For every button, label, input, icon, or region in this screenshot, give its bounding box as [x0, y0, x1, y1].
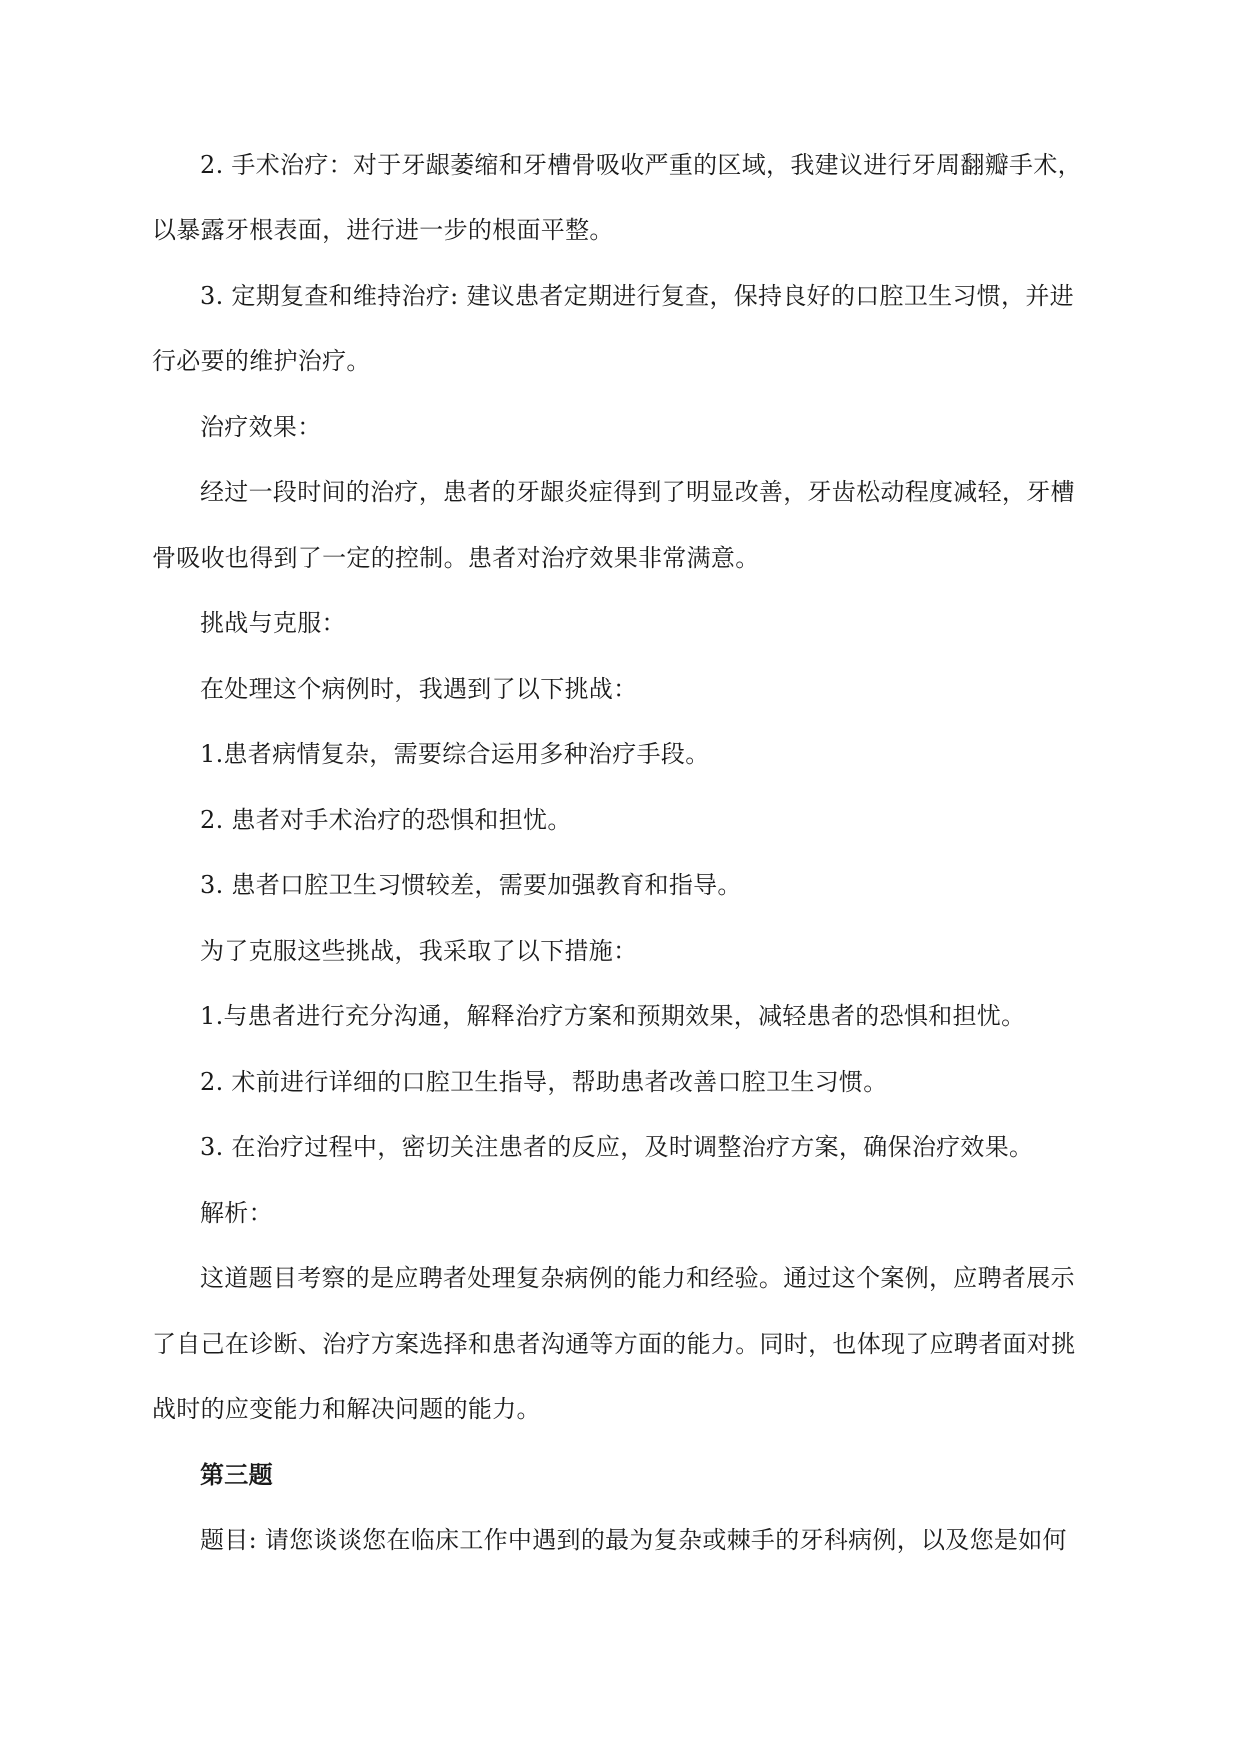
section-heading: 第三题: [200, 1460, 273, 1489]
paragraph-line: 在处理这个病例时，我遇到了以下挑战：: [200, 675, 638, 703]
paragraph-line: 骨吸收也得到了一定的控制。患者对治疗效果非常满意。: [152, 544, 760, 572]
paragraph-line: 这道题目考察的是应聘者处理复杂病例的能力和经验。通过这个案例，应聘者展示: [200, 1264, 1075, 1292]
section-label: 治疗效果：: [200, 413, 322, 441]
section-label: 挑战与克服：: [200, 609, 346, 637]
paragraph-line: 为了克服这些挑战，我采取了以下措施：: [200, 937, 638, 965]
paragraph-line: 题目: 请您谈谈您在临床工作中遇到的最为复杂或棘手的牙科病例，以及您是如何: [200, 1526, 1067, 1554]
paragraph-line: 了自己在诊断、治疗方案选择和患者沟通等方面的能力。同时，也体现了应聘者面对挑: [152, 1330, 1076, 1358]
paragraph-line: 行必要的维护治疗。: [152, 347, 371, 375]
paragraph-line: 经过一段时间的治疗，患者的牙龈炎症得到了明显改善，牙齿松动程度减轻，牙槽: [200, 478, 1075, 506]
list-item: 2. 患者对手术治疗的恐惧和担忧。: [200, 806, 572, 834]
paragraph-line: 战时的应变能力和解决问题的能力。: [152, 1395, 541, 1423]
list-item: 2. 术前进行详细的口腔卫生指导，帮助患者改善口腔卫生习惯。: [200, 1068, 888, 1096]
list-item: 3. 在治疗过程中，密切关注患者的反应，及时调整治疗方案，确保治疗效果。: [200, 1133, 1034, 1161]
section-label: 解析：: [200, 1199, 273, 1227]
list-item: 1.患者病情复杂，需要综合运用多种治疗手段。: [200, 740, 710, 768]
paragraph-line: 以暴露牙根表面，进行进一步的根面平整。: [152, 216, 614, 244]
list-item: 3. 患者口腔卫生习惯较差，需要加强教育和指导。: [200, 871, 742, 899]
paragraph-line: 2. 手术治疗：对于牙龈萎缩和牙槽骨吸收严重的区域，我建议进行牙周翻瓣手术，: [200, 151, 1082, 179]
list-item: 1.与患者进行充分沟通，解释治疗方案和预期效果，减轻患者的恐惧和担忧。: [200, 1002, 1026, 1030]
paragraph-line: 3. 定期复查和维持治疗: 建议患者定期进行复查，保持良好的口腔卫生习惯，并进: [200, 282, 1074, 310]
